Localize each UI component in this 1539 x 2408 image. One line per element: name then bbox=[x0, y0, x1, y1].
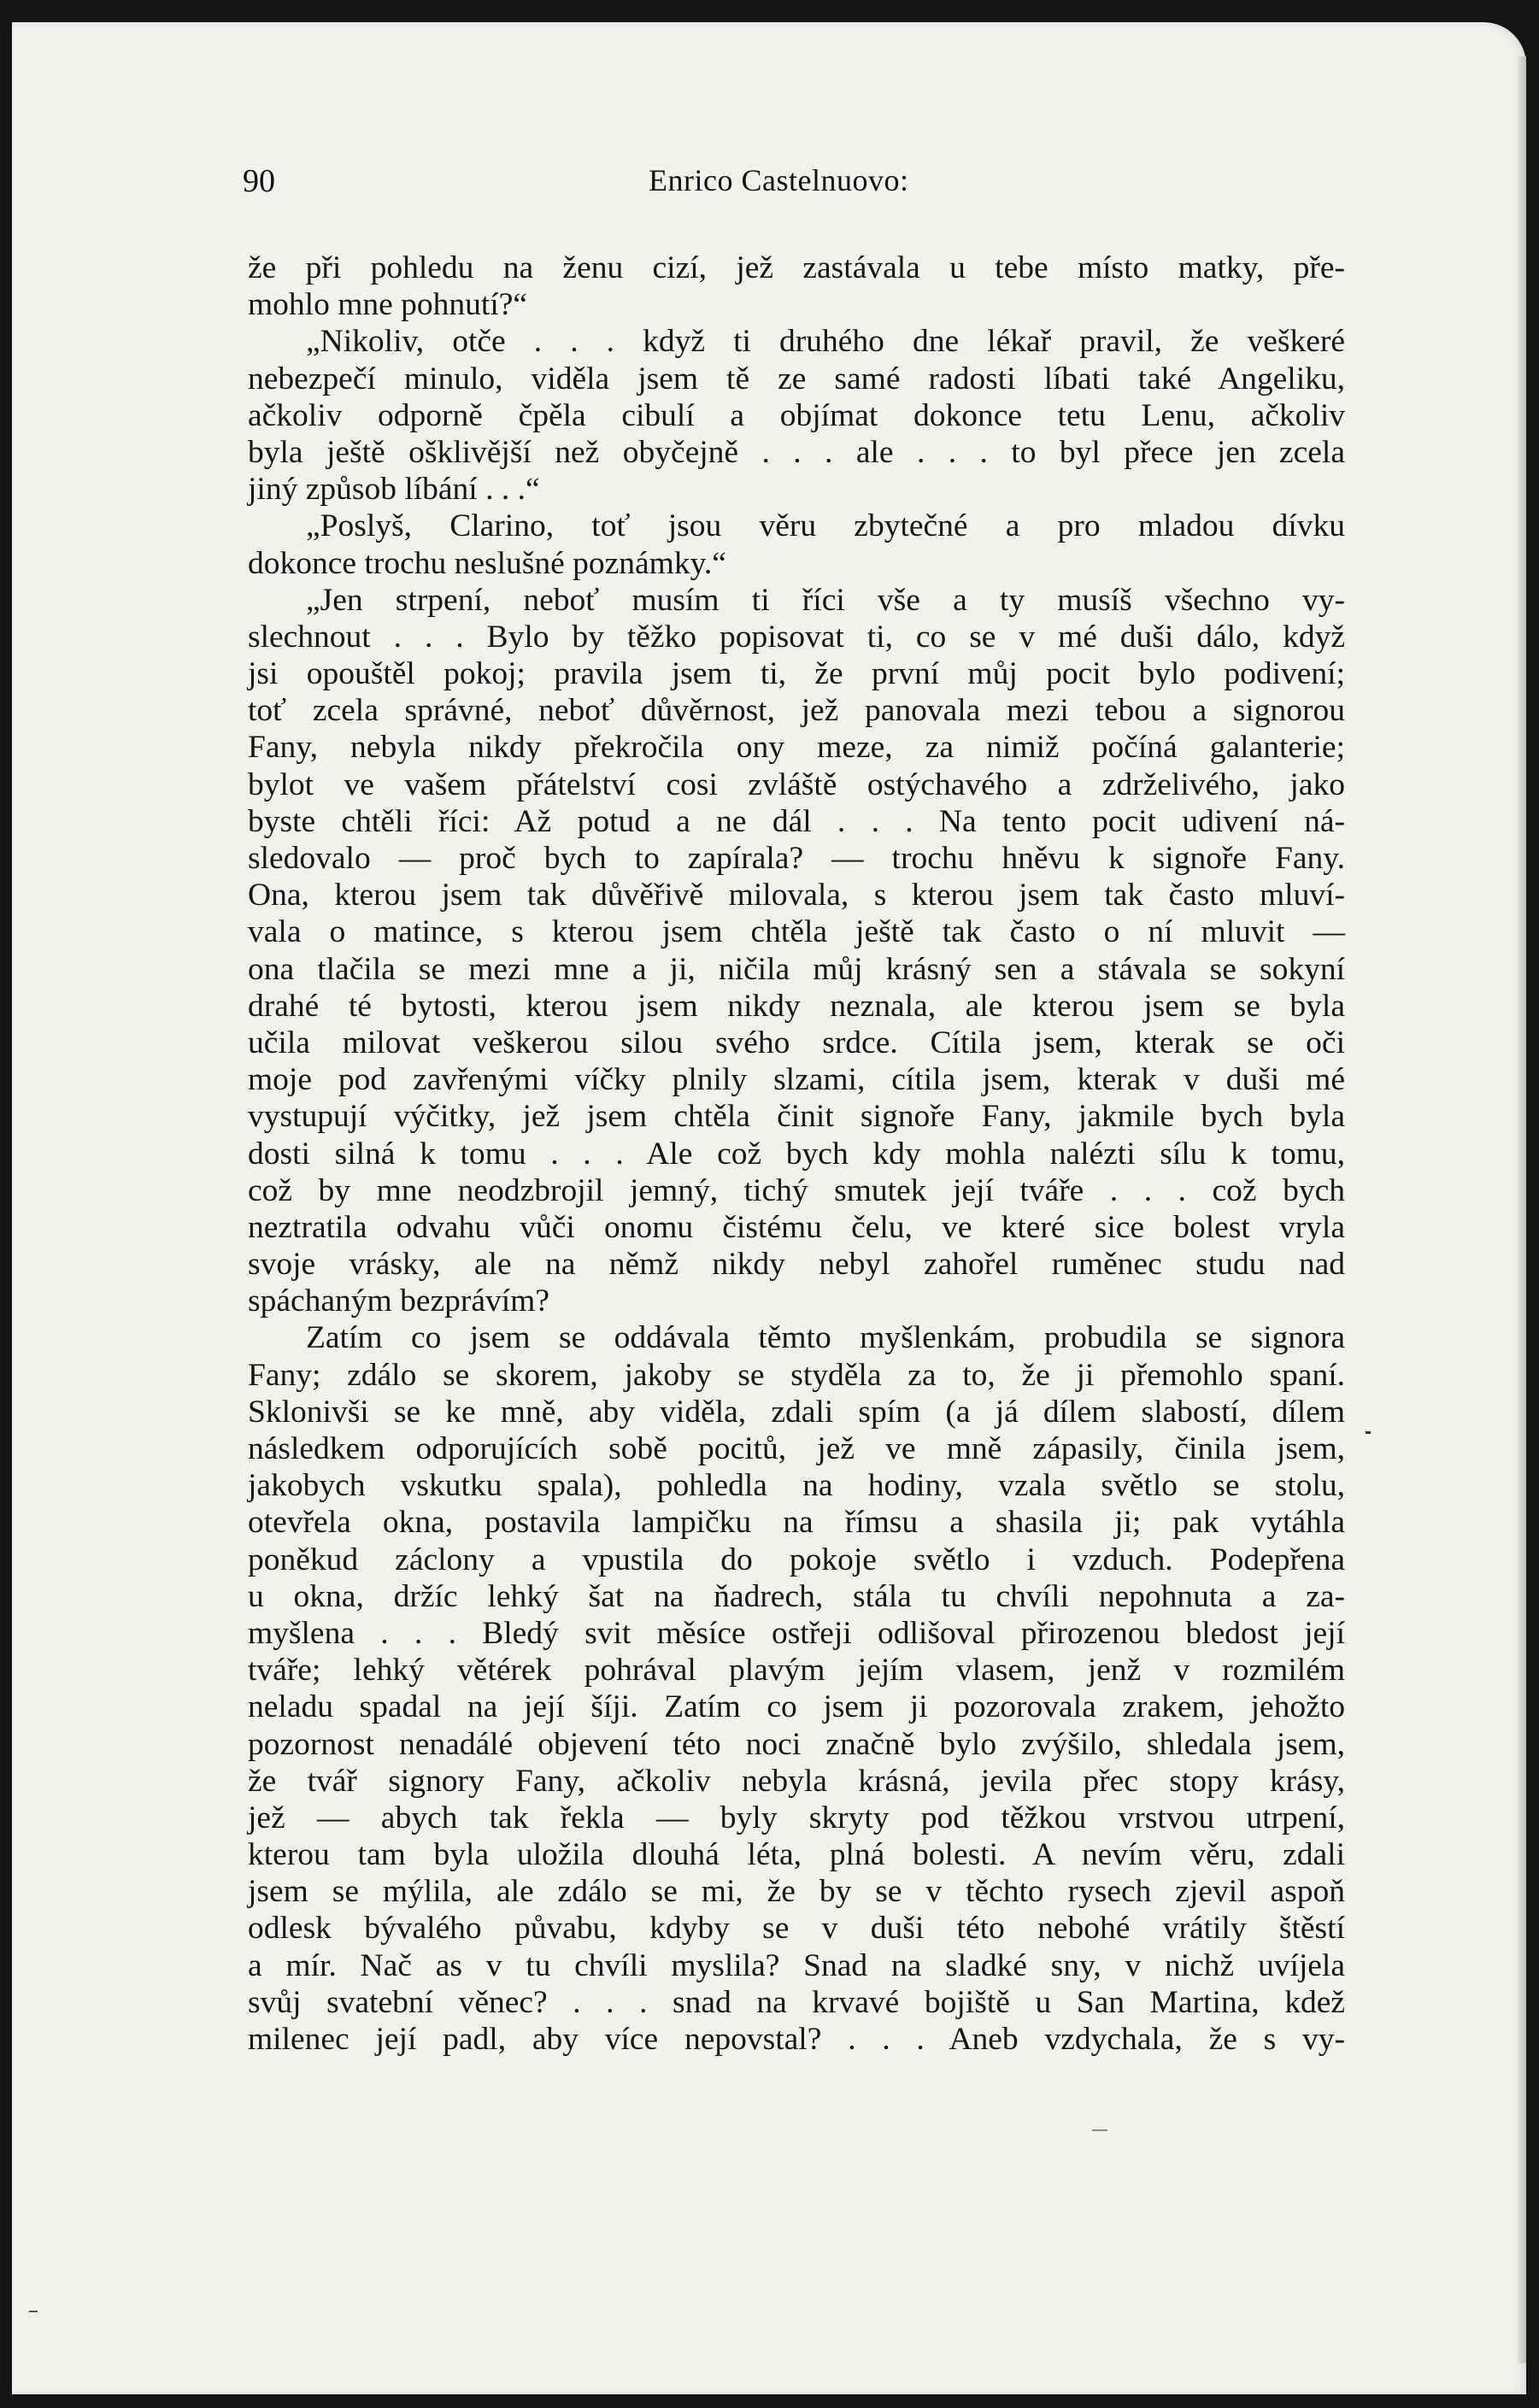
text-line: jsi opouštěl pokoj; pravila jsem ti, že první můj pocit bylo podivení; bbox=[248, 656, 1345, 692]
text-line: kterou tam byla uložila dlouhá léta, plná bolesti. A nevím věru, zdali bbox=[248, 1837, 1345, 1873]
text-line: „Jen strpení, neboť musím ti říci vše a ty musíš všechno vy- bbox=[306, 582, 1345, 618]
page-number: 90 bbox=[243, 163, 275, 199]
text-line: slechnout . . . Bylo by těžko popisovat ti, co se v mé duši dálo, když bbox=[248, 619, 1345, 655]
margin-mark bbox=[1092, 2129, 1107, 2131]
text-line: jsem se mýlila, ale zdálo se mi, že by se v těchto rysech zjevil aspoň bbox=[248, 1874, 1345, 1910]
margin-mark bbox=[1366, 1431, 1371, 1434]
text-line: Fany, nebyla nikdy překročila ony meze, za nimiž počíná galanterie; bbox=[248, 730, 1345, 766]
margin-mark bbox=[29, 2311, 38, 2312]
text-line: myšlena . . . Bledý svit měsíce ostřeji odlišoval přirozenou bledost její bbox=[248, 1615, 1345, 1651]
text-line: milenec její padl, aby více nepovstal? . . . Aneb vzdychala, že s vy- bbox=[248, 2022, 1345, 2057]
text-line: ona tlačila se mezi mne a ji, ničila můj krásný sen a stávala se sokyní bbox=[248, 951, 1345, 987]
text-line: svoje vrásky, ale na němž nikdy nebyl zahořel ruměnec studu nad bbox=[248, 1247, 1345, 1283]
text-line: Zatím co jsem se oddávala těmto myšlenkám, probudila se signora bbox=[306, 1320, 1345, 1356]
text-line: nebezpečí minulo, viděla jsem tě ze samé radosti líbati také Angeliku, bbox=[248, 361, 1345, 396]
text-line: byste chtěli říci: Až potud a ne dál . . . Na tento pocit udivení ná- bbox=[248, 803, 1345, 839]
text-line: dosti silná k tomu . . . Ale což bych kdy mohla nalézti sílu k tomu, bbox=[248, 1136, 1345, 1172]
text-line: jež — abych tak řekla — byly skryty pod těžkou vrstvou utrpení, bbox=[248, 1800, 1345, 1835]
text-line: toť zcela správné, neboť důvěrnost, jež panovala mezi tebou a signorou bbox=[248, 693, 1345, 729]
text-line: neztratila odvahu vůči onomu čistému čelu, ve které sice bolest vryla bbox=[248, 1209, 1345, 1245]
text-line: „Nikoliv, otče . . . když ti druhého dne lékař pravil, že veškeré bbox=[306, 324, 1345, 360]
text-line: učila milovat veškerou silou svého srdce. Cítila jsem, kterak se oči bbox=[248, 1025, 1345, 1060]
running-title: Enrico Castelnuovo: bbox=[649, 163, 909, 197]
text-line: jakobych vskutku spala), pohledla na hodiny, vzala světlo se stolu, bbox=[248, 1468, 1345, 1504]
text-line: bylot ve vašem přátelství cosi zvláště ostýchavého a zdrželivého, jako bbox=[248, 766, 1345, 802]
text-line: u okna, držíc lehký šat na ňadrech, stála tu chvíli nepohnuta a za- bbox=[248, 1578, 1345, 1614]
text-line: poněkud záclony a vpustila do pokoje světlo i vzduch. Podepřena bbox=[248, 1542, 1345, 1577]
text-line: neladu spadal na její šíji. Zatím co jsem ji pozorovala zrakem, jehožto bbox=[248, 1689, 1345, 1725]
text-line: tváře; lehký větérek pohrával plavým jejím vlasem, jenž v rozmilém bbox=[248, 1653, 1345, 1689]
text-line: Ona, kterou jsem tak důvěřivě milovala, s kterou jsem tak často mluví- bbox=[248, 878, 1345, 913]
text-line: ačkoliv odporně čpěla cibulí a objímat dokonce tetu Lenu, ačkoliv bbox=[248, 397, 1345, 433]
text-line: mohlo mne pohnutí?“ bbox=[248, 287, 528, 323]
text-line: následkem odporujících sobě pocitů, jež ve mně zápasily, činila jsem, bbox=[248, 1431, 1345, 1466]
text-line: sledovalo — proč bych to zapírala? — trochu hněvu k signoře Fany. bbox=[248, 841, 1345, 876]
page-edge bbox=[1518, 56, 1526, 2364]
text-line: vala o matince, s kterou jsem chtěla ještě tak často o ní mluvit — bbox=[248, 914, 1345, 950]
text-line: spáchaným bezprávím? bbox=[248, 1283, 549, 1319]
text-line: což by mne neodzbrojil jemný, tichý smutek její tváře . . . což bych bbox=[248, 1172, 1345, 1208]
text-line: že při pohledu na ženu cizí, jež zastávala u tebe místo matky, pře- bbox=[248, 250, 1345, 285]
text-line: byla ještě ošklivější než obyčejně . . . ale . . . to byl přece jen zcela bbox=[248, 434, 1345, 470]
text-line: jiný způsob líbání . . .“ bbox=[248, 472, 540, 508]
text-line: „Poslyš, Clarino, toť jsou věru zbytečné a pro mladou dívku bbox=[306, 508, 1345, 544]
text-line: Fany; zdálo se skorem, jakoby se styděla za to, že ji přemohlo spaní. bbox=[248, 1357, 1345, 1393]
text-line: moje pod zavřenými víčky plnily slzami, cítila jsem, kterak v duši mé bbox=[248, 1062, 1345, 1098]
text-line: Sklonivši se ke mně, aby viděla, zdali spím (a já dílem slabostí, dílem bbox=[248, 1394, 1345, 1430]
text-line: a mír. Nač as v tu chvíli myslila? Snad na sladké sny, v nichž uvíjela bbox=[248, 1947, 1345, 1983]
text-line: odlesk bývalého půvabu, kdyby se v duši této nebohé vrátily štěstí bbox=[248, 1911, 1345, 1947]
running-head bbox=[243, 162, 1354, 214]
text-line: pozornost nenadálé objevení této noci značně bylo zvýšilo, shledala jsem, bbox=[248, 1726, 1345, 1762]
text-line: svůj svatební věnec? . . . snad na krvavé bojiště u San Martina, kdež bbox=[248, 1984, 1345, 2020]
text-line: drahé té bytosti, kterou jsem nikdy neznala, ale kterou jsem se byla bbox=[248, 988, 1345, 1024]
text-line: že tvář signory Fany, ačkoliv nebyla krásná, jevila přec stopy krásy, bbox=[248, 1763, 1345, 1799]
text-line: otevřela okna, postavila lampičku na římsu a shasila ji; pak vytáhla bbox=[248, 1505, 1345, 1541]
body-text bbox=[248, 250, 1345, 2058]
text-line: dokonce trochu neslušné poznámky.“ bbox=[248, 545, 726, 581]
text-line: vystupují výčitky, jež jsem chtěla činit signoře Fany, jakmile bych byla bbox=[248, 1099, 1345, 1135]
